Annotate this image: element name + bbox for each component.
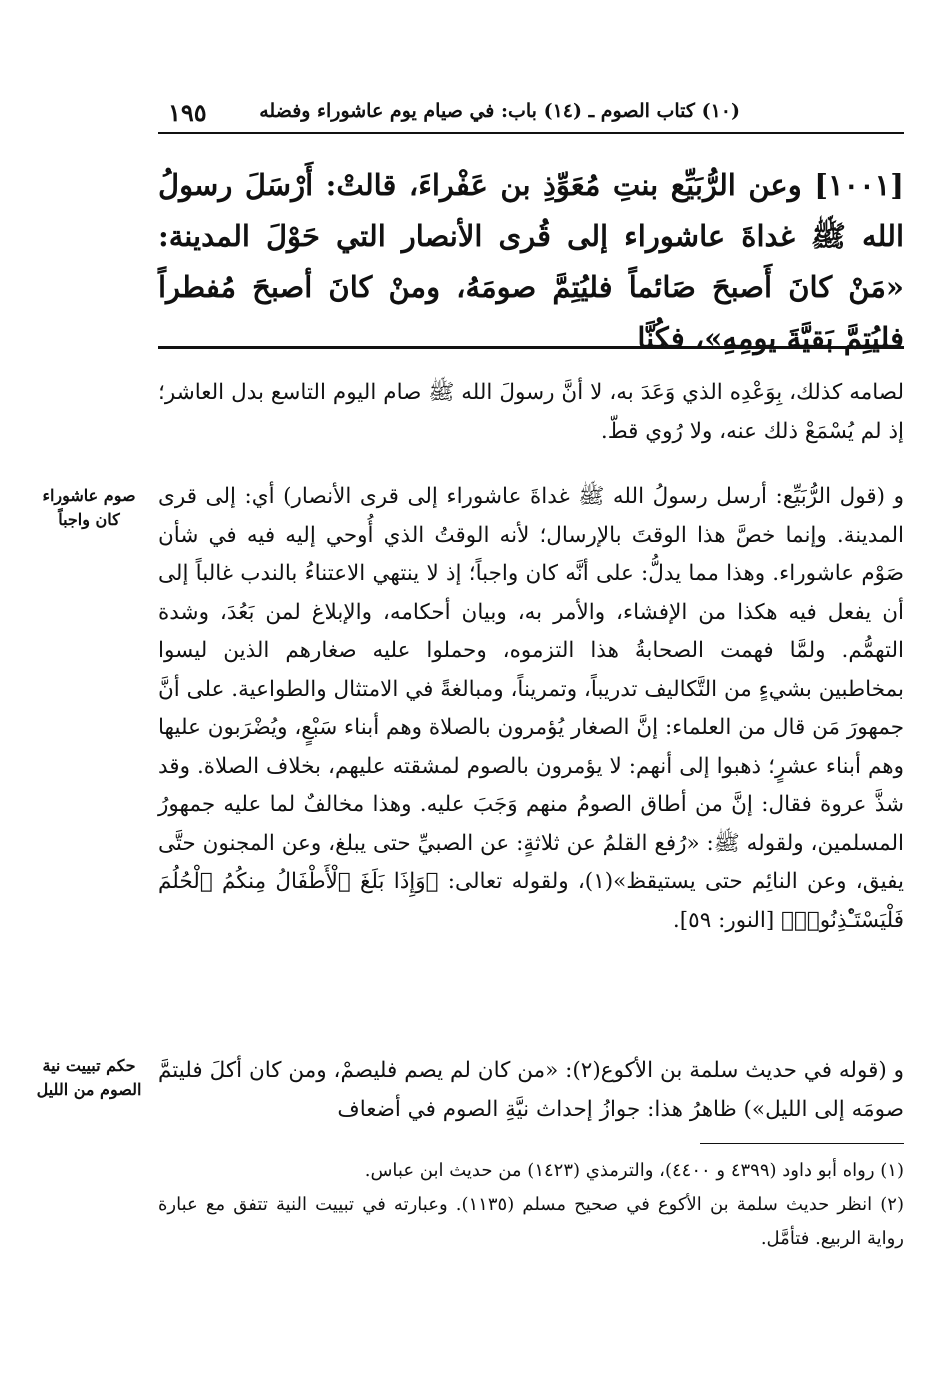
commentary-paragraph-3 [158, 1052, 904, 1129]
footnote-2: (٢) انظر حديث سلمة بن الأكوع في صحيح مسلم (١١٣٥). وعبارته في تبييت النية تتفق مع عبارة رواية الربيع. فتأمَّل. [158, 1194, 904, 1249]
commentary-paragraph-1 [158, 374, 904, 451]
footnote-1: (١) رواه أبو داود (٤٣٩٩ و ٤٤٠٠)، والترمذي (١٤٢٣) من حديث ابن عباس. [364, 1160, 904, 1181]
margin-note-ashura-obligatory: صوم عاشوراء كان واجباً [42, 486, 136, 529]
footnote-rule [700, 1143, 904, 1144]
footnotes [158, 1154, 904, 1256]
margin-note-night-intention: حكم تبييت نية الصوم من الليل [36, 1056, 142, 1099]
commentary-text: و (قوله في حديث سلمة بن الأكوع(٢): «من كان لم يصم فليصمْ، ومن كان أكلَ فليتمَّ صومَه إلى الليل») ظاهرُ هذا: جوازُ إحداث نيَّةِ الصوم في أضعاف [158, 1058, 904, 1122]
running-head: (١٠) كتاب الصوم ـ (١٤) باب: في صيام يوم عاشوراء وفضله [259, 100, 740, 122]
commentary-paragraph-2 [158, 478, 904, 940]
hadith-separator-rule [158, 346, 904, 349]
hadith-text: [١٠٠١] وعن الرُّبَيِّع بنتِ مُعَوِّذِ بن عَفْراءَ، قالتْ: أَرْسَلَ رسولُ الله ﷺ غداةَ عاشوراء إلى قُرى الأنصار التي حَوْلَ المدينة: «مَنْ كانَ أَصبحَ صَائماً فليُتِمَّ صومَهُ، ومنْ كانَ أصبحَ مُفطراً فليُتِمَّ بَقيَّةَ يومِهِ»، فكُنَّا [158, 168, 904, 355]
commentary-text: و (قول الرُّبَيِّع: أرسل رسولُ الله ﷺ غداةَ عاشوراء إلى قرى الأنصار) أي: إلى قرى المدينة. وإنما خصَّ هذا الوقتَ بالإرسال؛ لأنه الوقتُ الذي أُوحي إليه فيه في شأن صَوْم عاشوراء. وهذا مما يدلُّ: على أنَّه كان واجباً؛ إذ لا ينتهي الاعتناءُ بالندب غالباً إلى أن يفعل فيه هكذا من الإفشاء، والأمر به، وبيان أحكامه، والإبلاغ لمن بَعُدَ، وشدة التهمُّم. ولمَّا فهمت الصحابةُ هذا التزموه، وحملوا عليه صغارهم الذين ليسوا بمخاطبين بشيءٍ من التَّكاليف تدريباً، وتمريناً، ومبالغةً في الامتثال والطواعية. على أنَّ جمهورَ مَن قال من العلماء: إنَّ الصغار يُؤمرون بالصلاة وهم أبناء سَبْعٍ، ويُضْرَبون عليها وهم أبناء عشرٍ؛ ذهبوا إلى أنهم: لا يؤمرون بالصوم لمشقته عليهم، بخلاف الصلاة. وقد شذَّ عروة فقال: إنَّ من أطاق الصومُ منهم وَجَبَ عليه. وهذا مخالفٌ لما عليه جمهورُ المسلمين، ولقوله ﷺ: «رُفع القلمُ عن ثلاثةٍ: عن الصبيِّ حتى يبلغ، وعن المجنون حتَّى يفيق، وعن النائِم حتى يستيقظ»(١)، ولقوله تعالى: ﴿وَإِذَا بَلَغَ ٱلْأَطْفَالُ مِنكُمُ ٱلْحُلُمَ فَلْيَسْتَـْٔذِنُوا۟﴾ [النور: ٥٩]. [158, 484, 904, 933]
commentary-text: لصامه كذلك، بِوَعْدِه الذي وَعَدَ به، لا أنَّ رسولَ الله ﷺ صام اليوم التاسع بدل العاشر؛ إذ لم يُسْمَعْ ذلك عنه، ولا رُوي قطّ. [158, 380, 904, 444]
page-number: ١٩٥ [168, 98, 207, 127]
header-rule [158, 132, 904, 134]
